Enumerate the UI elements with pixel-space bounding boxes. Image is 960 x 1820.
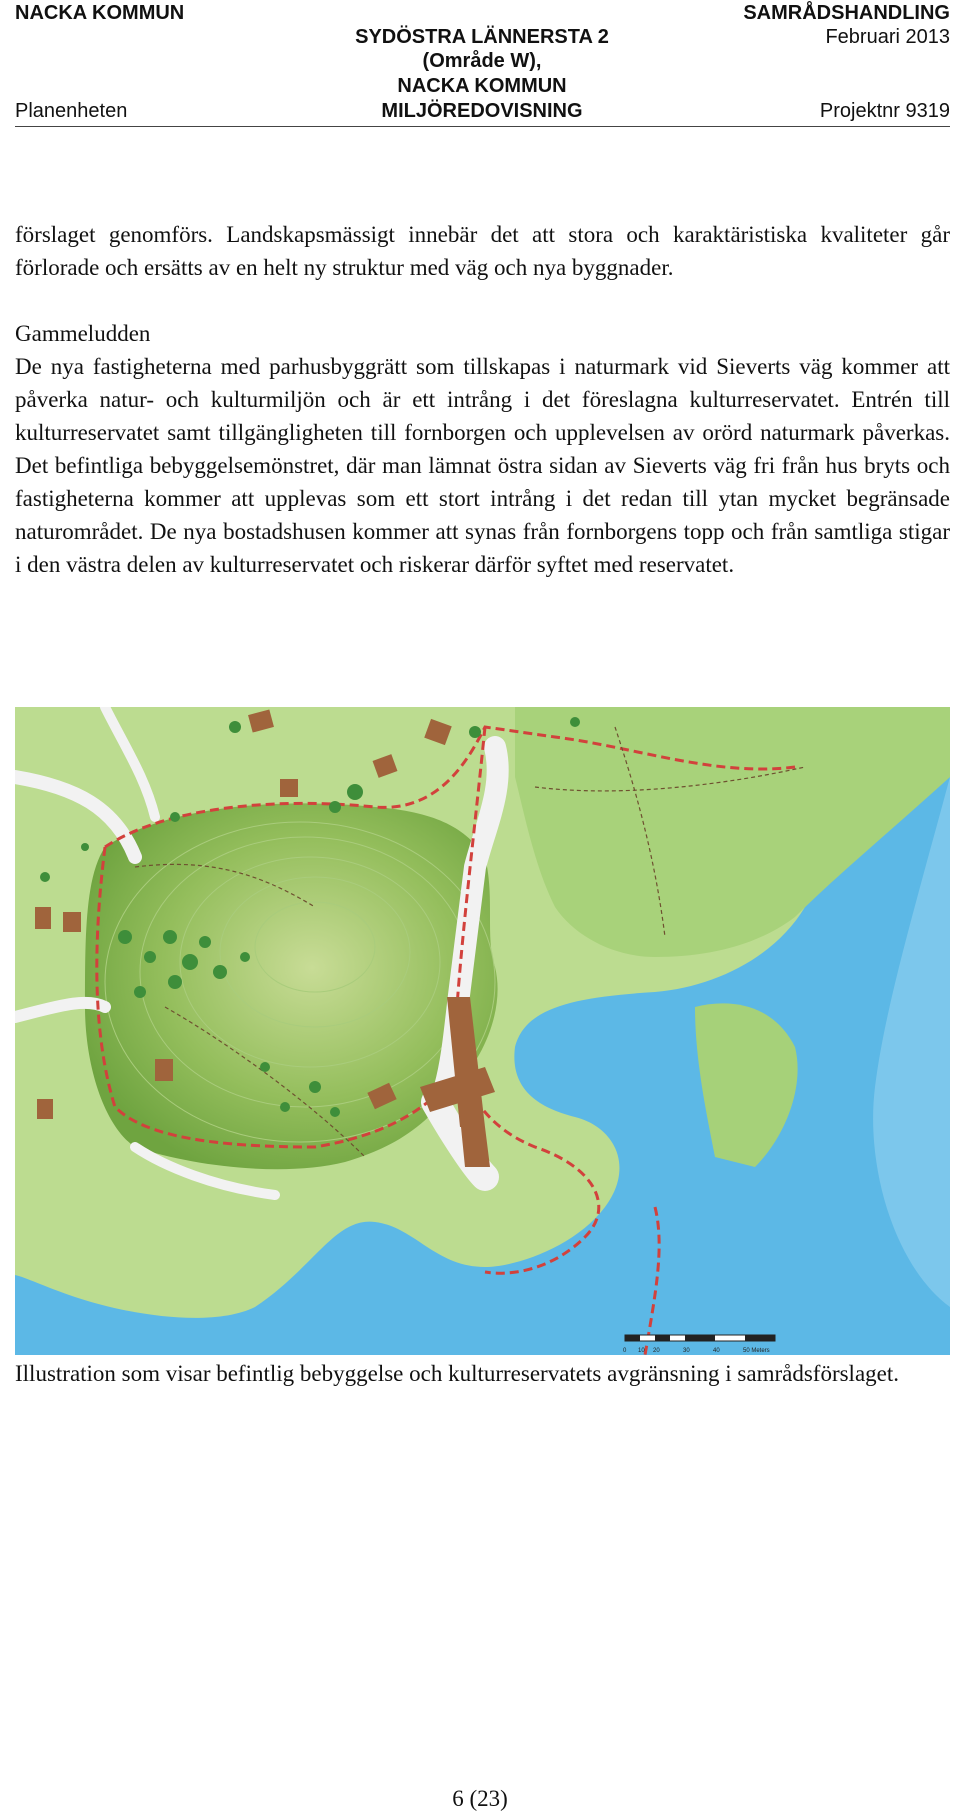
scale-tick: 30 bbox=[683, 1348, 690, 1354]
scale-tick: 0 bbox=[623, 1348, 627, 1354]
section-heading: Gammeludden bbox=[15, 321, 151, 346]
header-org: NACKA KOMMUN bbox=[15, 2, 185, 24]
site-map bbox=[15, 707, 950, 1355]
header-project: Projektnr 9319 bbox=[819, 100, 950, 122]
header-title-line4: MILJÖREDOVISNING bbox=[381, 100, 583, 122]
scale-tick: 10 bbox=[638, 1348, 645, 1354]
paragraph-intro: förslaget genomförs. Landskapsmässigt innebär det att stora och karaktäristiska kvaliteter går förlorade och ersätts av en helt ny struktur med väg och nya byggnader. bbox=[15, 222, 950, 280]
body-text bbox=[15, 218, 950, 581]
header-doc-type: SAMRÅDSHANDLING bbox=[743, 2, 950, 24]
scale-tick: 20 bbox=[653, 1348, 660, 1354]
figure-caption: Illustration som visar befintlig bebyggelse och kulturreservatets avgränsning i samrådsförslaget. bbox=[15, 1361, 899, 1386]
header-rule bbox=[15, 126, 950, 127]
header-date: Februari 2013 bbox=[825, 26, 950, 48]
header-title-line3: NACKA KOMMUN bbox=[397, 75, 567, 97]
page-header bbox=[15, 2, 950, 127]
header-title-line2: (Område W), bbox=[422, 50, 542, 72]
page-number: 6 (23) bbox=[452, 1786, 508, 1811]
header-dept: Planenheten bbox=[15, 100, 128, 122]
scale-tick: 40 bbox=[713, 1348, 720, 1354]
scale-tick: 50 Meters bbox=[743, 1348, 770, 1354]
paragraph-gammeludden: De nya fastigheterna med parhusbyggrätt som tillskapas i naturmark vid Sieverts väg kommer att påverka natur- och kulturmiljön och är ett intrång i det föreslagna kulturreservatet. Entrén till kulturreservatet samt tillgängligheten till fornborgen och upplevelsen av orörd naturmark påverkas. Det befintliga bebyggelsemönstret, där man lämnat östra sidan av Sieverts väg fri från hus bryts och fastigheterna kommer att upplevas som ett stort intrång i det redan till ytan mycket begränsade naturområdet. De nya bostadshusen kommer att synas från fornborgens topp och från samtliga stigar i den västra delen av kulturreservatet och riskerar därför syftet med reservatet. bbox=[15, 354, 950, 577]
scale-bar bbox=[625, 1335, 775, 1341]
header-title-line1: SYDÖSTRA LÄNNERSTA 2 bbox=[355, 26, 609, 48]
map-illustration bbox=[15, 707, 950, 1355]
